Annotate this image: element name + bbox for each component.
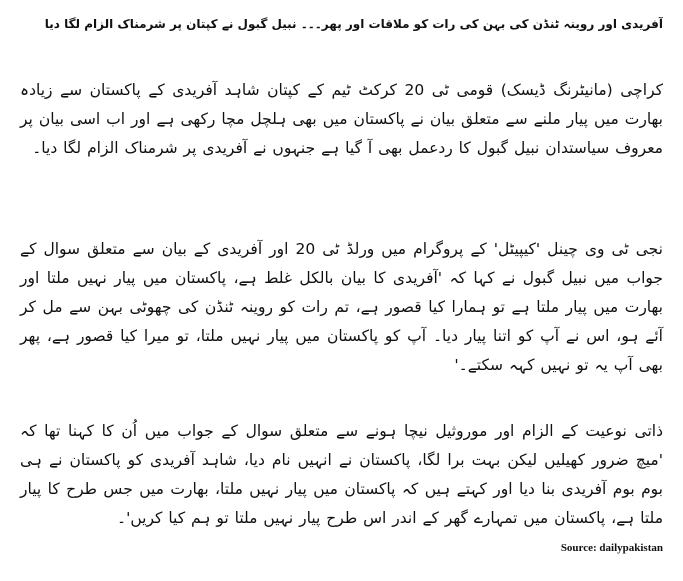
article-headline: آفریدی اور روینہ ٹنڈن کی بہن کی رات کو ملاقات اور پھر۔۔۔ نبیل گبول نے کپتان پر شرمناک الزام لگا دیا — [44, 17, 663, 31]
article — [20, 0, 663, 581]
article-paragraph-1: کراچی (مانیٹرنگ ڈیسک) قومی ٹی 20 کرکٹ ٹیم کے کپتان شاہد آفریدی کے پاکستان سے زیادہ بھارت میں پیار ملنے سے متعلق بیان نے پاکستان میں بھی ہلچل مچا رکھی ہے اور اب اسی بیان پر معروف سیاستدان نبیل گبول کا ردعمل بھی آ گیا ہے جنہوں نے آفریدی پر شرمناک الزام لگا دیا۔ — [20, 80, 663, 157]
source-credit: Source: dailypakistan — [560, 542, 663, 554]
article-paragraph-3: ذاتی نوعیت کے الزام اور موروثیل نیچا ہونے سے متعلق سوال کے جواب میں اُن کا کہنا تھا کہ 'میچ ضرور کھیلیں لیکن بہت برا لگا، پاکستان نے انہیں نام دیا، شاہد آفریدی کو پاکستان نے ہی بوم بوم آفریدی بنا دیا اور کہتے ہیں کہ پاکستان میں پیار نہیں ملتا، بھارت میں جس طرح کا پیار ملتا ہے، پاکستان میں تمہارے گھر کے اندر اس طرح پیار نہیں ملتا تو ہم کیا کریں'۔ — [20, 421, 663, 527]
article-paragraph-2: نجی ٹی وی چینل 'کیپیٹل' کے پروگرام میں ورلڈ ٹی 20 اور آفریدی کے بیان سے متعلق سوال کے جواب میں نبیل گبول نے کہا کہ 'آفریدی کا بیان بالکل غلط ہے، پاکستان میں پیار نہیں ملتا اور بھارت میں پیار ملتا ہے تو ہمارا کیا قصور ہے، تم رات کو روینہ ٹنڈن کی چھوٹی بہن سے مل کر آئے ہو، اس نے آپ کو اتنا پیار دیا۔ آپ کو پاکستان میں پیار نہیں ملتا، تو میرا کیا قصور ہے، پھر بھی آپ یہ تو نہیں کہہ سکتے۔' — [20, 239, 663, 374]
